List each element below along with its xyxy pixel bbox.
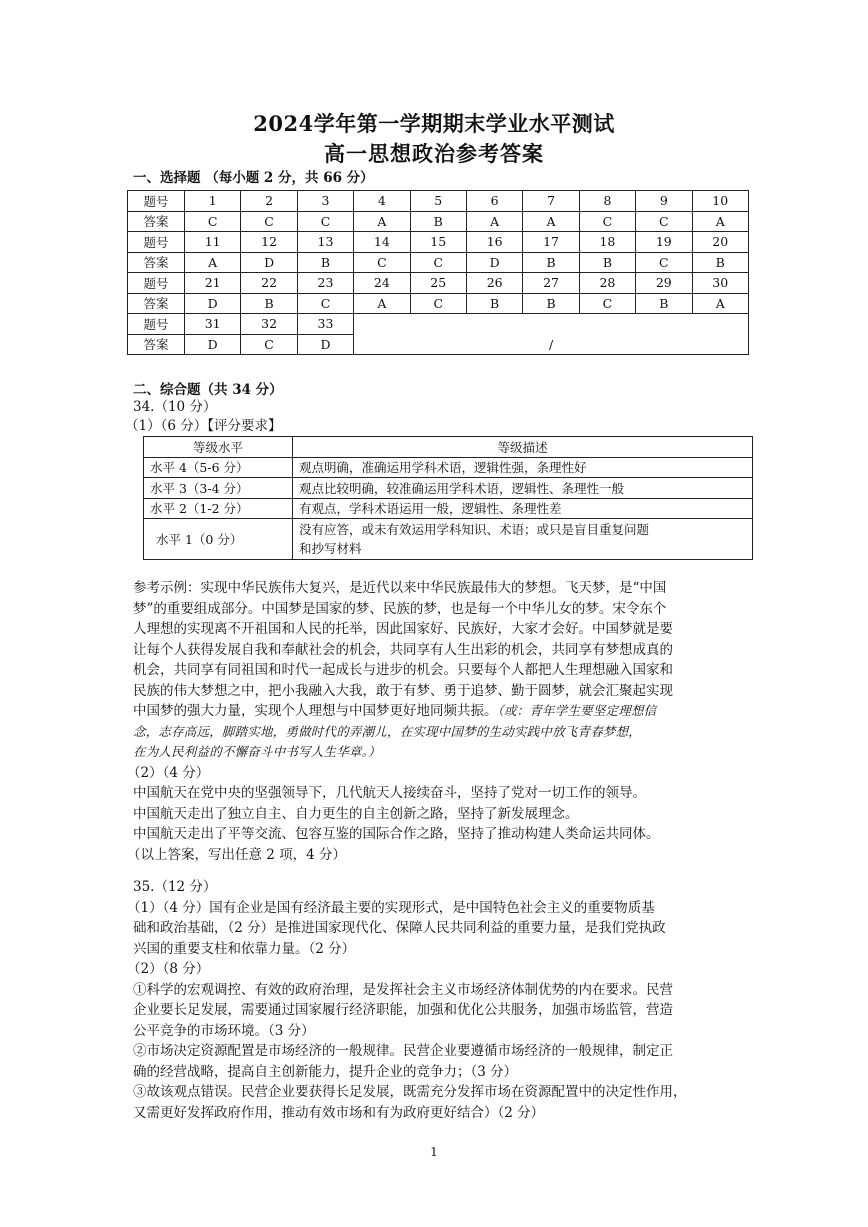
answer-cell: B (579, 252, 635, 273)
answer-table (127, 190, 749, 355)
document-subtitle: 高一思想政治参考答案 (324, 141, 544, 166)
grade-desc: 观点明确，准确运用学科术语，逻辑性强，条理性好 (293, 457, 753, 478)
q35-line: ①科学的宏观调控、有效的政府治理，是发挥社会主义市场经济体制优势的内在要求。民营 (133, 981, 673, 998)
question-number-cell: 29 (636, 273, 692, 294)
grading-header-row (144, 437, 753, 458)
question-number-cell: 31 (185, 314, 241, 335)
row-label-answer: 答案 (128, 211, 185, 232)
grade-level: 水平 4（5-6 分） (144, 457, 293, 478)
example-line: 机会，共同享有同祖国和时代一起成长与进步的机会。只要每个人都把人生理想融入国家和 (133, 662, 673, 678)
answer-cell: C (297, 293, 353, 314)
answer-cell: A (466, 211, 522, 232)
row-label-question: 题号 (128, 232, 185, 253)
answer-cell: A (692, 211, 748, 232)
example-line: 让每个人获得发展自我和奉献社会的机会，共同享有人生出彩的机会，共同享有梦想成真的 (133, 641, 673, 658)
section2-heading: 二、综合题（共 34 分） (133, 382, 283, 398)
answer-cell: C (241, 334, 297, 355)
example-line (133, 701, 741, 722)
question-number-cell: 4 (354, 191, 410, 212)
grading-row (144, 519, 753, 560)
answer-cell: C (410, 293, 466, 314)
q34-part2-line: 中国航天在党中央的坚强领导下，几代航天人接续奋斗，坚持了党对一切工作的领导。 (133, 785, 646, 801)
example-line: 民族的伟大梦想之中，把小我融入大我，敢于有梦、勇于追梦、勤于圆梦，就会汇聚起实现 (133, 682, 673, 699)
question-number-cell: 26 (466, 273, 522, 294)
answer-cell: C (410, 252, 466, 273)
question-number-cell: 12 (241, 232, 297, 253)
answer-cell: B (297, 252, 353, 273)
q35-title: 35.（12 分） (133, 879, 217, 895)
answer-cell: B (523, 252, 579, 273)
answer-row (128, 293, 749, 314)
question-number-cell: 16 (466, 232, 522, 253)
answer-cell: C (241, 211, 297, 232)
question-number-cell: 19 (636, 232, 692, 253)
q34-part1-title: （1）（6 分）【评分要求】 (125, 418, 282, 434)
answer-cell: D (466, 252, 522, 273)
question-number-cell: 7 (523, 191, 579, 212)
answer-cell: C (354, 252, 410, 273)
question-number-cell: 30 (692, 273, 748, 294)
row-label-question: 题号 (128, 273, 185, 294)
q35-line: 础和政治基础，（2 分）是推进国家现代化、保障人民共同利益的重要力量，是我们党执政 (133, 920, 666, 936)
question-number-cell: 18 (579, 232, 635, 253)
answer-cell: C (579, 211, 635, 232)
answer-cell: B (241, 293, 297, 314)
question-number-cell: 22 (241, 273, 297, 294)
row-label-answer: 答案 (128, 293, 185, 314)
q35-line: ③故该观点错误。民营企业要获得长足发展，既需充分发挥市场在资源配置中的决定性作用， (133, 1084, 687, 1100)
row-label-question: 题号 (128, 314, 185, 335)
question-number-cell: 21 (185, 273, 241, 294)
grade-level-header: 等级水平 (144, 437, 293, 458)
section1-heading: 一、选择题 （每小题 2 分，共 66 分） (133, 170, 374, 186)
question-number-cell: 2 (241, 191, 297, 212)
question-number-cell: 27 (523, 273, 579, 294)
question-number-cell: 5 (410, 191, 466, 212)
question-number-cell: 25 (410, 273, 466, 294)
answer-cell: B (410, 211, 466, 232)
answer-cell: C (579, 293, 635, 314)
question-number-cell: 14 (354, 232, 410, 253)
question-number-cell: 8 (579, 191, 635, 212)
question-number-cell: 10 (692, 191, 748, 212)
example-alt-line: 在为人民利益的不懈奋斗中书写人生华章。） (133, 744, 381, 759)
question-number-cell: 28 (579, 273, 635, 294)
example-alt-line: 念，志存高远，脚踏实地，勇做时代的弄潮儿，在实现中国梦的生动实践中放飞青春梦想， (133, 723, 642, 739)
answer-cell: A (523, 211, 579, 232)
q35-line: 又需更好发挥政府作用，推动有效市场和有为政府更好结合）（2 分） (133, 1104, 545, 1121)
q35-line: 公平竞争的市场环境。（3 分） (133, 1022, 315, 1039)
answer-cell: D (241, 252, 297, 273)
q35-line: （2）（8 分） (127, 961, 210, 977)
answer-row (128, 252, 749, 273)
grade-desc-line: 没有应答，或未有效运用学科知识、术语；或只是盲目重复问题 (299, 522, 650, 537)
q35-line: （1）（4 分）国有企业是国有经济最主要的实现形式，是中国特色社会主义的重要物质基 (127, 899, 655, 916)
q34-part2-line: 中国航天走出了独立自主、自力更生的自主创新之路，坚持了新发展理念。 (133, 805, 579, 822)
answer-cell: B (692, 252, 748, 273)
q34-part2-line: 中国航天走出了平等交流、包容互鉴的国际合作之路，坚持了推动构建人类命运共同体。 (133, 826, 660, 842)
answer-cell: D (185, 334, 241, 355)
q34-title: 34.（10 分） (133, 399, 217, 415)
answer-cell: C (185, 211, 241, 232)
document-title: 2024学年第一学期期末学业水平测试 (253, 111, 615, 136)
question-number-cell: 32 (241, 314, 297, 335)
q35-line: 兴国的重要支柱和依靠力量。（2 分） (133, 940, 356, 957)
q35-block (127, 877, 741, 1123)
example-line: 参考示例：实现中华民族伟大复兴，是近代以来中华民族最伟大的梦想。飞天梦，是“中国 (133, 580, 667, 596)
answer-cell: D (185, 293, 241, 314)
row-label-answer: 答案 (128, 334, 185, 355)
q35-line: ②市场决定资源配置是市场经济的一般规律。民营企业要遵循市场经济的一般规律，制定正 (133, 1043, 673, 1059)
grade-desc (293, 519, 753, 560)
question-number-cell: 9 (636, 191, 692, 212)
q35-line: 确的经营战略，提高自主创新能力，提升企业的竞争力；（3 分） (133, 1063, 518, 1080)
answer-cell: C (297, 211, 353, 232)
grade-level: 水平 3（3-4 分） (144, 478, 293, 499)
question-number-row (128, 191, 749, 212)
answer-row (128, 211, 749, 232)
q34-part2-line: （以上答案，写出任意 2 项，4 分） (127, 846, 347, 863)
question-number-cell: 1 (185, 191, 241, 212)
question-number-cell: 3 (297, 191, 353, 212)
answer-cell: C (636, 252, 692, 273)
question-number-cell: 15 (410, 232, 466, 253)
example-alt-text: （或：青年学生要坚定理想信 (497, 703, 657, 718)
grade-level: 水平 1（0 分） (144, 519, 293, 560)
answer-cell: B (636, 293, 692, 314)
grade-desc-header: 等级描述 (293, 437, 753, 458)
grading-table (143, 436, 753, 560)
empty-cell-mark: / (354, 314, 749, 355)
example-line: 人理想的实现离不开祖国和人民的托举，因此国家好、民族好，大家才会好。中国梦就是要 (133, 621, 673, 637)
grading-row (144, 478, 753, 499)
answer-cell: C (636, 211, 692, 232)
q34-example (127, 578, 741, 865)
row-label-answer: 答案 (128, 252, 185, 273)
grading-row (144, 498, 753, 519)
example-line-text: 中国梦的强大力量，实现个人理想与中国梦更好地同频共振。 (133, 703, 498, 719)
grade-level: 水平 2（1-2 分） (144, 498, 293, 519)
question-number-row (128, 273, 749, 294)
grade-desc: 观点比较明确，较准确运用学科术语，逻辑性、条理性一般 (293, 478, 753, 499)
question-number-cell: 11 (185, 232, 241, 253)
question-number-cell: 23 (297, 273, 353, 294)
answer-cell: B (466, 293, 522, 314)
q35-line: 企业要长足发展，需要通过国家履行经济职能，加强和优化公共服务，加强市场监管，营造 (133, 1002, 673, 1018)
answer-cell: A (185, 252, 241, 273)
question-number-cell: 24 (354, 273, 410, 294)
row-label-question: 题号 (128, 191, 185, 212)
grade-desc-line: 和抄写材料 (299, 541, 362, 556)
question-number-cell: 17 (523, 232, 579, 253)
grade-desc: 有观点，学科术语运用一般，逻辑性、条理性差 (293, 498, 753, 519)
question-number-row (128, 232, 749, 253)
question-number-cell: 33 (297, 314, 353, 335)
question-number-cell: 20 (692, 232, 748, 253)
q34-part2-title: （2）（4 分） (127, 764, 210, 781)
question-number-cell: 13 (297, 232, 353, 253)
answer-cell: A (354, 211, 410, 232)
question-number-row (128, 314, 749, 335)
answer-cell: B (523, 293, 579, 314)
answer-cell: D (297, 334, 353, 355)
page-number: 1 (430, 1145, 438, 1159)
answer-cell: A (354, 293, 410, 314)
answer-cell: A (692, 293, 748, 314)
question-number-cell: 6 (466, 191, 522, 212)
grading-row (144, 457, 753, 478)
example-line: 梦”的重要组成部分。中国梦是国家的梦、民族的梦，也是每一个中华儿女的梦。宋令东个 (133, 600, 667, 617)
